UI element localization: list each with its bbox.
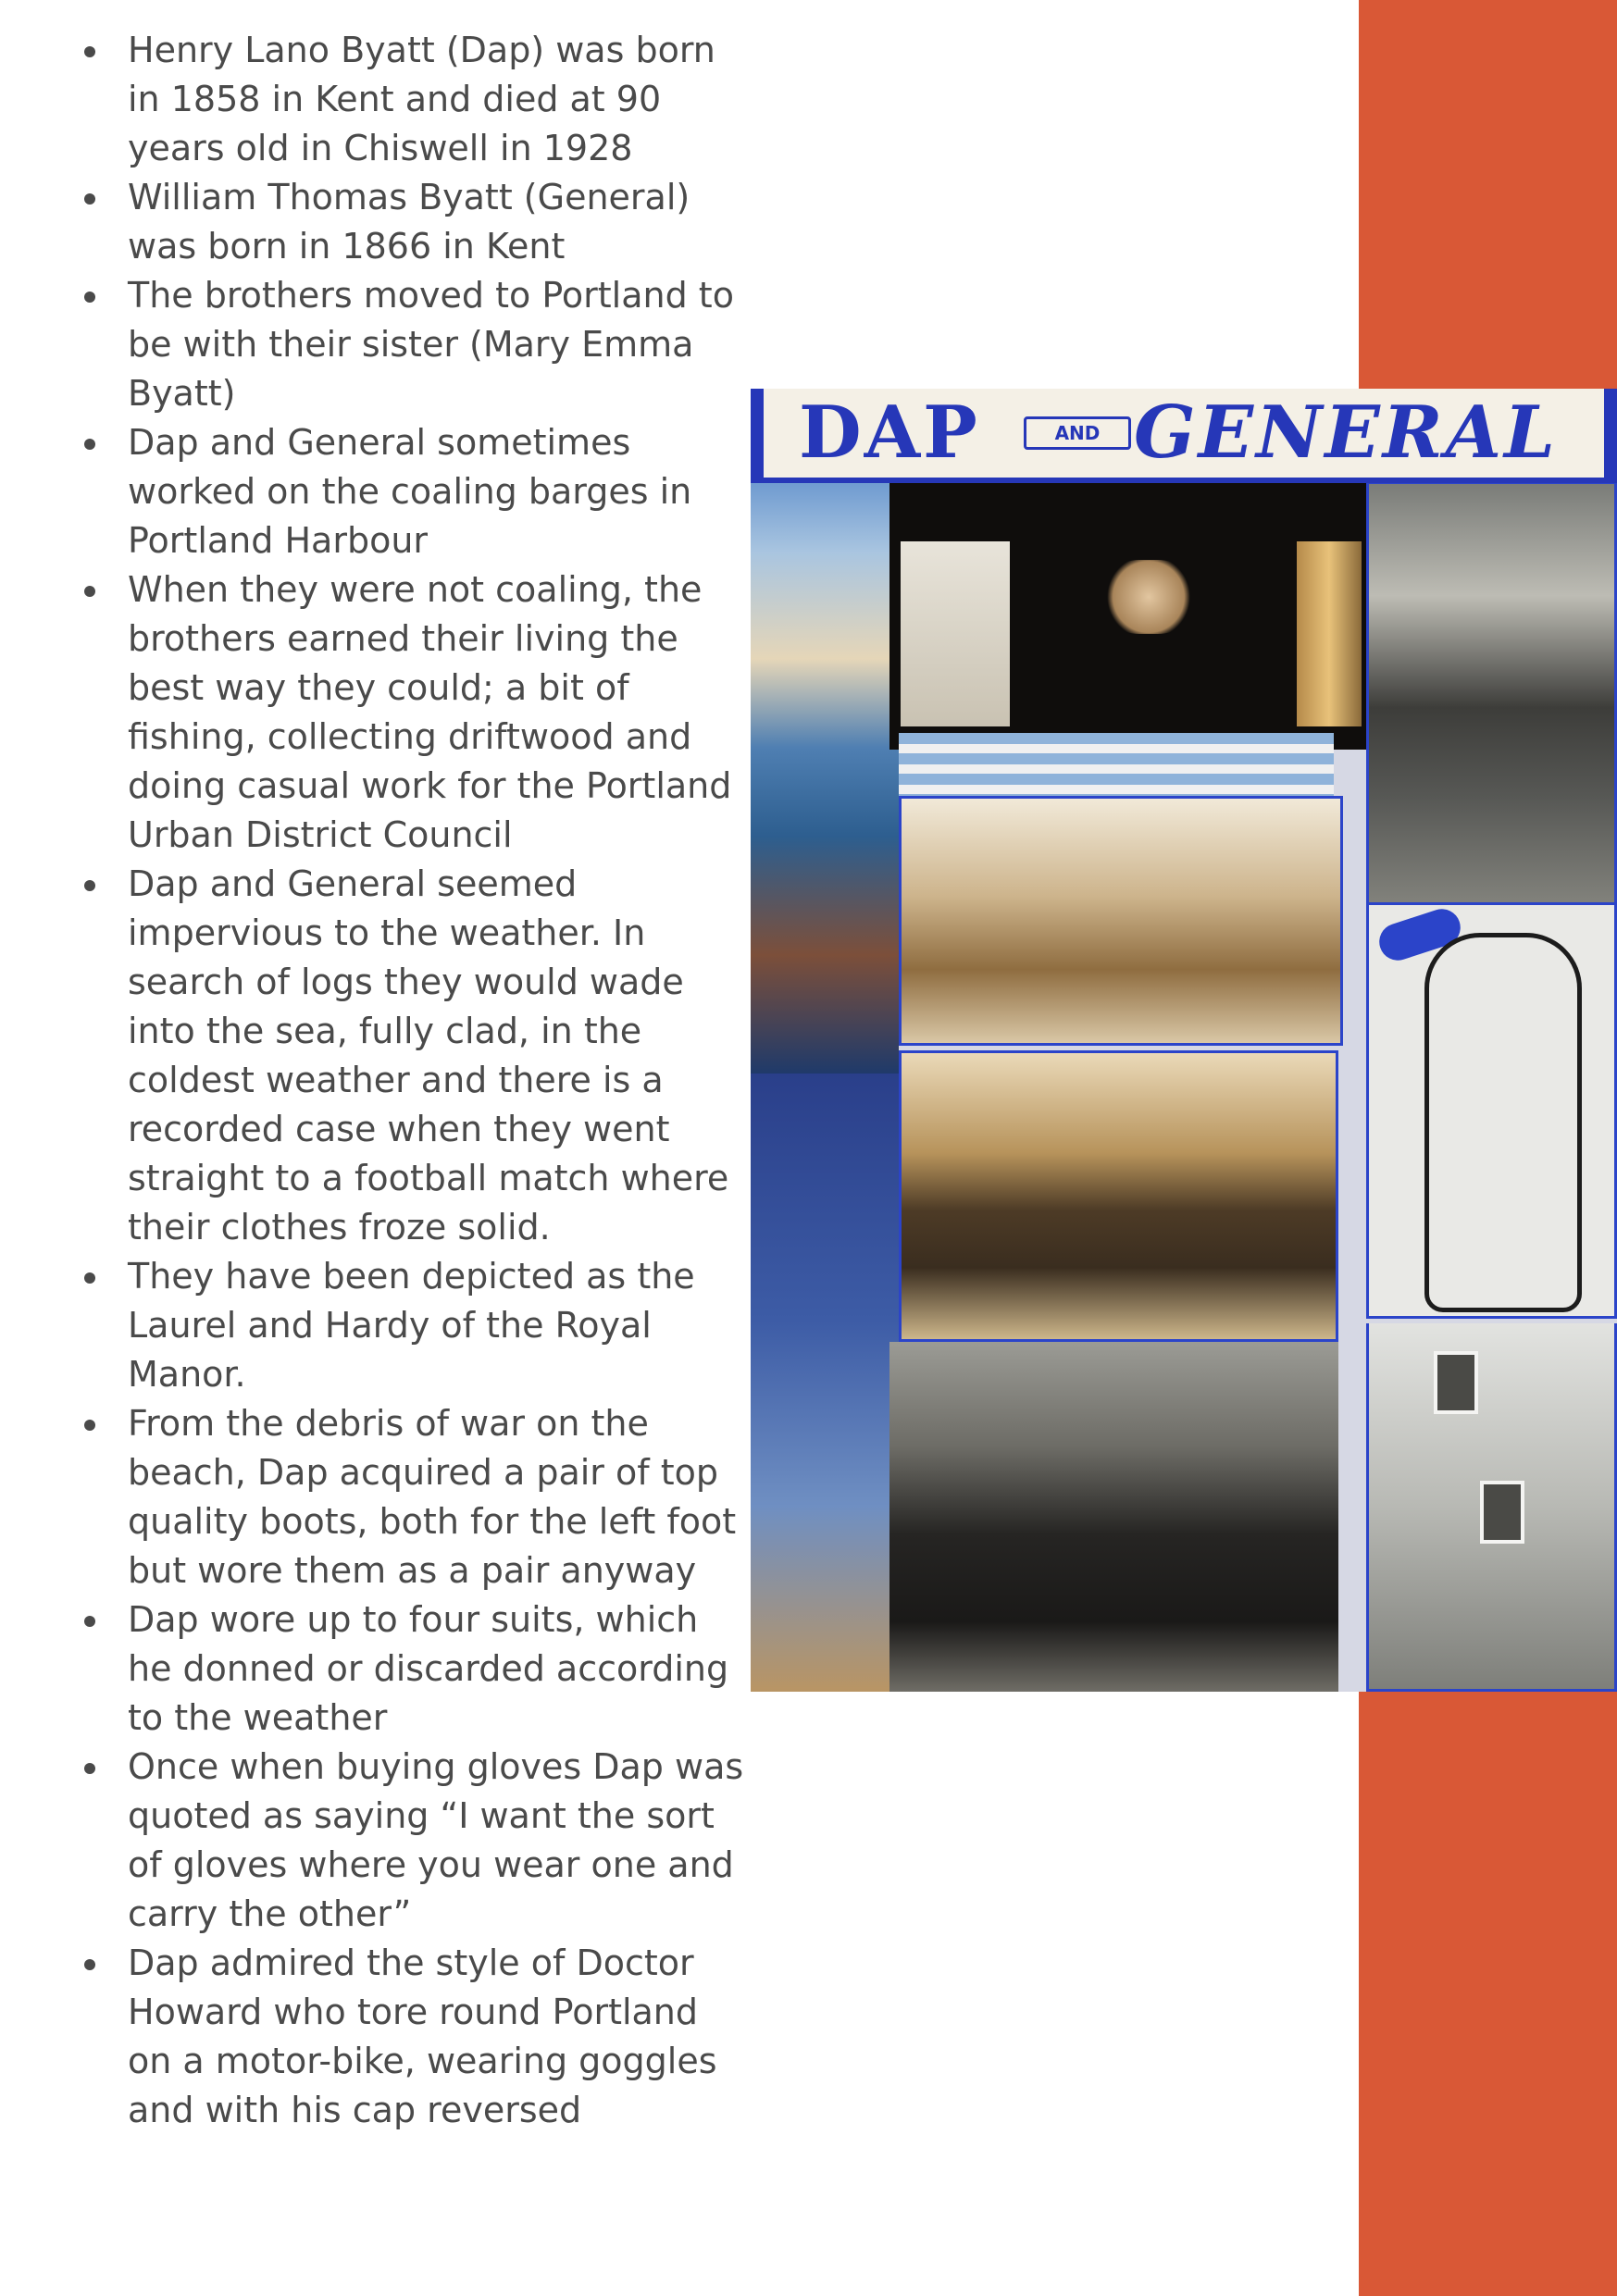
list-item: Dap admired the style of Doctor Howard who tore round Portland on a motor-bike, wearing goggles and with his cap reversed: [79, 1939, 745, 2135]
photo-collage: [751, 389, 1617, 1692]
list-item: They have been depicted as the Laurel and Hardy of the Royal Manor.: [79, 1252, 745, 1399]
photo-driftwood: [1297, 541, 1362, 726]
list-item: Henry Lano Byatt (Dap) was born in 1858 in Kent and died at 90 years old in Chiswell in 1928: [79, 26, 745, 173]
gloved-hands-image: [1102, 560, 1195, 634]
photo-rowing-crew: [899, 796, 1343, 1046]
cartoon-figure: [1424, 933, 1582, 1312]
list-item: Dap and General sometimes worked on the coaling barges in Portland Harbour: [79, 418, 745, 565]
painting-harbour: [751, 1074, 899, 1692]
fact-list: [79, 26, 745, 2135]
list-item: William Thomas Byatt (General) was born in 1866 in Kent: [79, 173, 745, 271]
banner-title-and: AND: [1024, 416, 1131, 450]
list-item: The brothers moved to Portland to be with their sister (Mary Emma Byatt): [79, 271, 745, 418]
photo-boat-crew-group: [899, 1050, 1338, 1342]
photo-group-of-men: [889, 1342, 1338, 1692]
banner-title-general: GENERAL: [1134, 391, 1558, 475]
banner-title-dap: DAP: [799, 391, 980, 475]
collage-banner: [751, 389, 1617, 483]
list-item: Dap wore up to four suits, which he donned or discarded according to the weather: [79, 1595, 745, 1743]
list-item: Once when buying gloves Dap was quoted as saying “I want the sort of gloves where you wear one and carry the other”: [79, 1743, 745, 1939]
photo-house: [1366, 1323, 1617, 1692]
window-icon: [1434, 1351, 1478, 1414]
cartoon-drawing: [1366, 902, 1617, 1319]
list-item: When they were not coaling, the brothers earned their living the best way they could; a bit of fishing, collecting driftwood and doing casual work for the Portland Urban District Council: [79, 565, 745, 860]
painting-sea-fishermen: [751, 481, 899, 1074]
window-icon: [1480, 1481, 1524, 1544]
photo-snow-tree: [901, 541, 1010, 726]
list-item: Dap and General seemed impervious to the weather. In search of logs they would wade into the sea, fully clad, in the coldest weather and there is a recorded case when they went straight to a football match where their clothes froze solid.: [79, 860, 745, 1252]
list-item: From the debris of war on the beach, Dap acquired a pair of top quality boots, both for the left foot but wore them as a pair anyway: [79, 1399, 745, 1595]
banner-edge-left: [751, 389, 764, 478]
banner-edge-right: [1604, 389, 1617, 478]
photo-motorcyclist: [1366, 481, 1617, 935]
